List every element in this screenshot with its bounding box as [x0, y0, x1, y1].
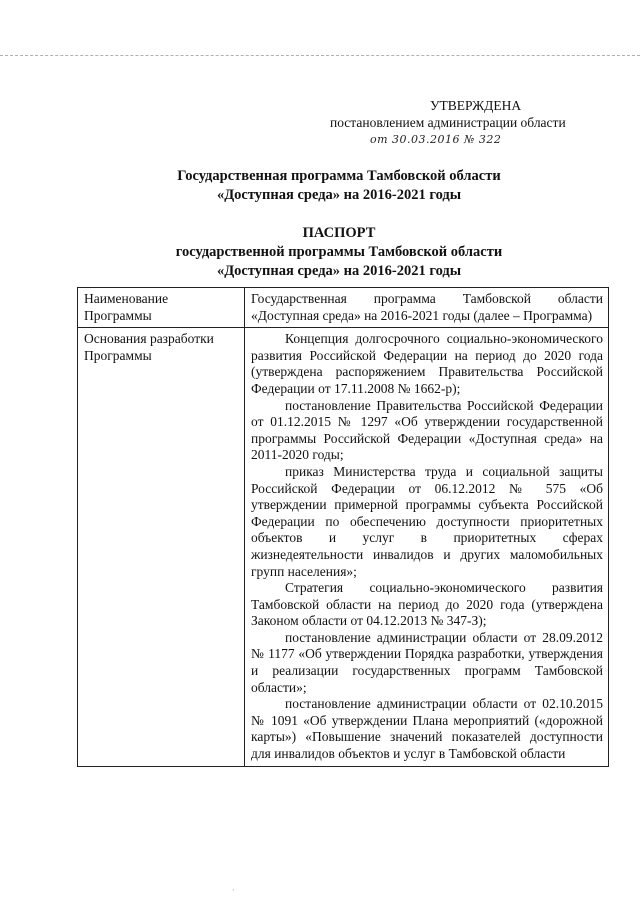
passport-title — [80, 224, 598, 281]
basis-paragraph: постановление администрации области от 02.10.2015 № 1091 «Об утверждении Плана мероприятий («дорожной карты») «Повышение значений показателей доступности для инвалидов объектов и услуг в Тамбовской области — [251, 696, 603, 762]
approval-authority: постановлением администрации области — [330, 115, 566, 130]
basis-paragraph: Стратегия социально-экономического развития Тамбовской области на период до 2020 года (утверждена Законом области от 04.12.2013 № 347-З); — [251, 580, 603, 629]
program-title-line-1: Государственная программа Тамбовской области — [177, 168, 501, 184]
program-title — [80, 167, 598, 205]
row-value — [245, 328, 609, 766]
basis-paragraph: приказ Министерства труда и социальной защиты Российской Федерации от 06.12.2012 № 575 «Об утверждении примерной программы субъекта Российской Федерации по обеспечению доступности приоритетных объектов и услуг в приоритетных сферах жизнедеятельности инвалидов и других маломобильных групп населения»; — [251, 463, 603, 579]
approval-date-number: от 30.03.2016 № 322 — [370, 133, 502, 146]
passport-heading: ПАСПОРТ — [302, 225, 376, 241]
program-title-line-2: «Доступная среда» на 2016-2021 годы — [216, 187, 462, 203]
scan-speck: · — [232, 886, 235, 895]
approval-stamp — [330, 97, 630, 148]
basis-paragraph: постановление администрации области от 28.09.2012 № 1177 «Об утверждении Порядка разработки, утверждения и реализации государственных программ Тамбовской области»; — [251, 629, 603, 695]
basis-paragraph: постановление Правительства Российской Федерации от 01.12.2015 № 1297 «Об утверждении государственной программы Российской Федерации «Доступная среда» на 2011-2020 годы; — [251, 397, 603, 463]
table-row — [78, 328, 609, 766]
passport-title-line-3: «Доступная среда» на 2016-2021 годы — [216, 263, 462, 279]
table-row — [78, 288, 609, 328]
passport-table — [77, 287, 609, 767]
approval-heading: УТВЕРЖДЕНА — [430, 98, 522, 113]
page-edge-line — [0, 55, 640, 56]
row-label: Основания разработки Программы — [78, 328, 245, 766]
row-value: Государственная программа Тамбовской области «Доступная среда» на 2016-2021 годы (далее – Программа) — [245, 288, 609, 328]
passport-title-line-2: государственной программы Тамбовской области — [175, 244, 503, 260]
basis-paragraph: Концепция долгосрочного социально-экономического развития Российской Федерации на период до 2020 года (утверждена распоряжением Правительства Российской Федерации от 17.11.2008 № 1662-р); — [251, 331, 603, 396]
row-label: Наименование Программы — [78, 288, 245, 328]
